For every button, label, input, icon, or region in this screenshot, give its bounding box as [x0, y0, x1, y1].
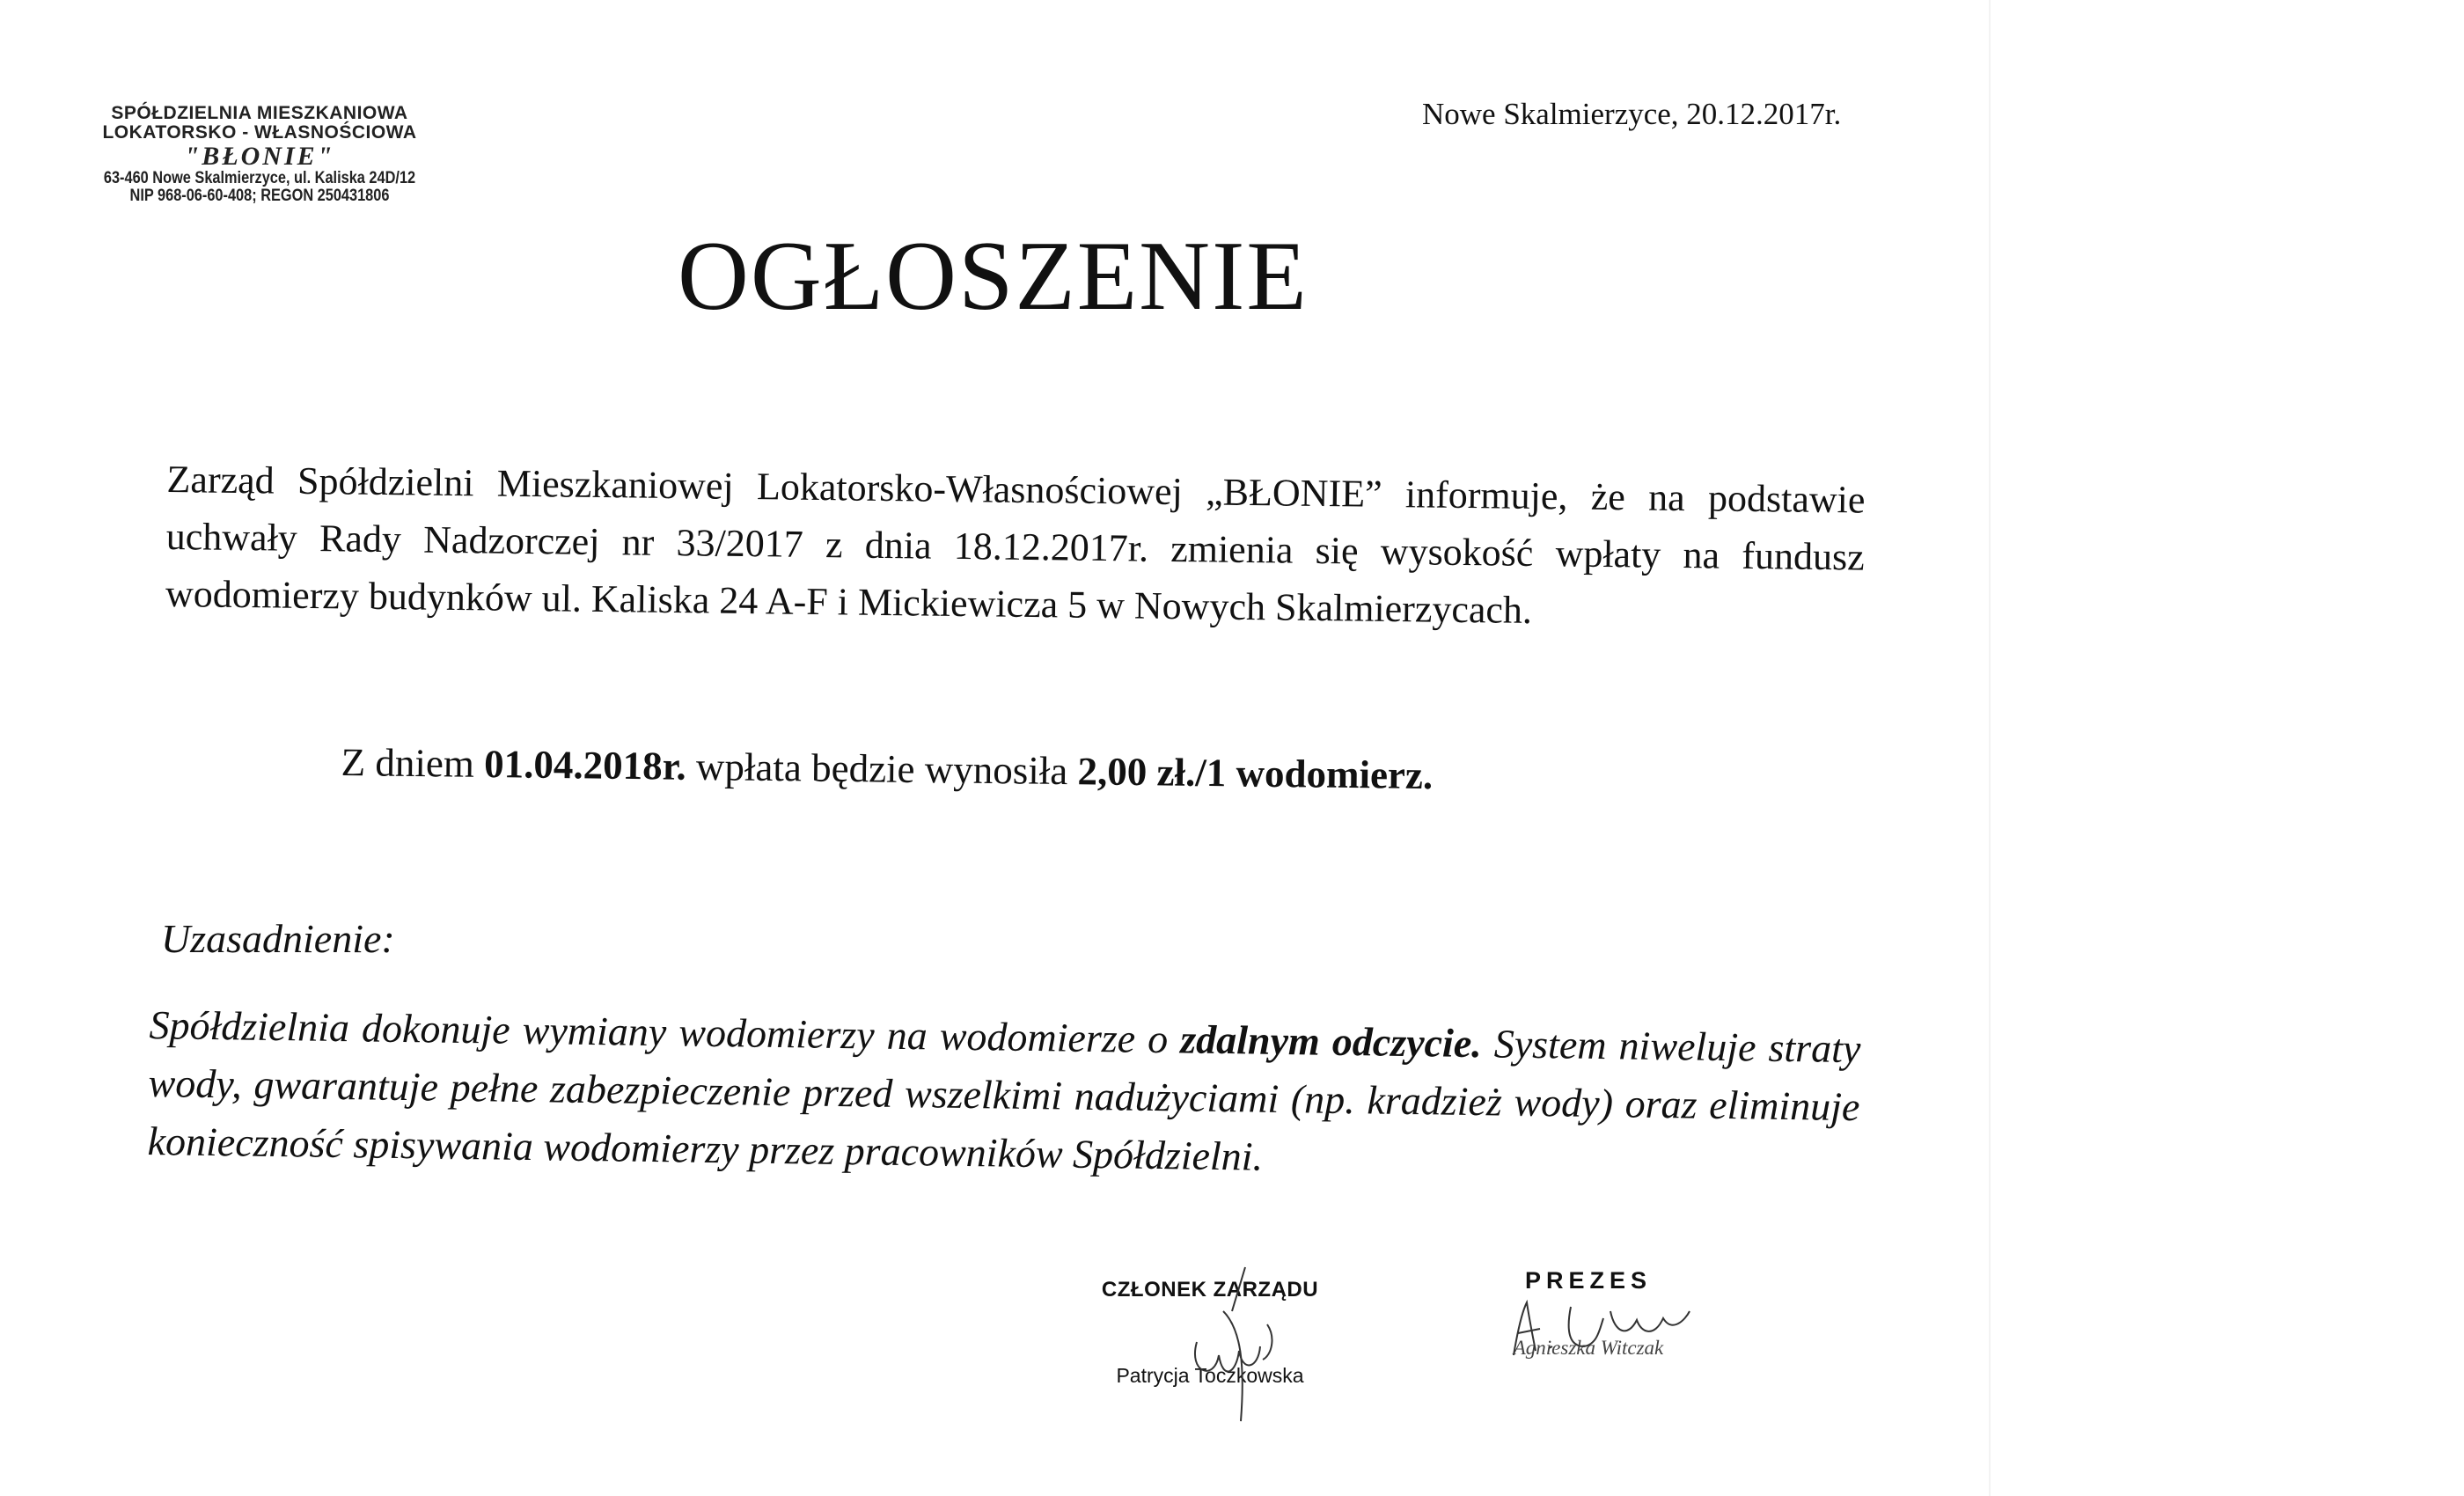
announcement-body: Zarząd Spółdzielni Mieszkaniowej Lokatorsko-Własnościowej „BŁONIE” informuje, że na podstawie uchwały Rady Nadzorczej nr 33/2017 z dnia 18.12.2017r. zmienia się wysokość wpłaty na fundusz wodomierzy budynków ul. Kaliska 24 A-F i Mickiewicza 5 w Nowych Skalmierzycach. [165, 457, 1866, 632]
letterhead-stamp [53, 104, 466, 205]
justification-heading: Uzasadnienie: [161, 916, 395, 961]
effective-middle: wpłata będzie wynosiła [686, 744, 1078, 794]
payment-amount: 2,00 zł./1 wodomierz. [1077, 749, 1434, 798]
letterhead-name: "BŁONIE" [184, 141, 335, 171]
effective-date: 01.04.2018r. [483, 741, 687, 788]
letterhead-line-1: SPÓŁDZIELNIA MIESZKANIOWA [111, 103, 408, 123]
document-title: OGŁOSZENIE [678, 222, 1309, 331]
signature-name: Patrycja Toczkowska [1116, 1364, 1304, 1387]
effective-date-line [341, 739, 1433, 798]
document-date: Nowe Skalmierzyce, 20.12.2017r. [1422, 97, 1842, 131]
scan-edge [1989, 0, 1991, 1496]
letterhead-line-2: LOKATORSKO - WŁASNOŚCIOWA [102, 122, 417, 143]
effective-prefix: Z dniem [341, 739, 485, 786]
handwritten-signature-1 [1162, 1258, 1302, 1426]
signature-name: Agnieszka Witczak [1513, 1337, 1664, 1359]
signature-role: PREZES [1524, 1267, 1653, 1294]
justification-text-bold: zdalnym odczycie. [1179, 1016, 1483, 1067]
letterhead-address: 63-460 Nowe Skalmierzyce, ul. Kaliska 24D/12 [103, 168, 416, 187]
justification-text [147, 996, 1861, 1194]
letterhead-tax-ids: NIP 968-06-60-408; REGON 250431806 [129, 186, 390, 205]
justification-text-before: Spółdzielnia dokonuje wymiany wodomierzy na wodomierze o [149, 1001, 1181, 1062]
handwritten-signature-2 [1487, 1294, 1716, 1364]
signature-role: CZŁONEK ZARZĄDU [1101, 1278, 1319, 1302]
justification-text-after: System niweluje straty wody, gwarantuje pełne zabezpieczenie przed wszelkimi nadużyciami (np. kradzież wody) oraz eliminuje konieczność spisywania wodomierzy przez pracowników Spółdzielni. [147, 1021, 1861, 1179]
